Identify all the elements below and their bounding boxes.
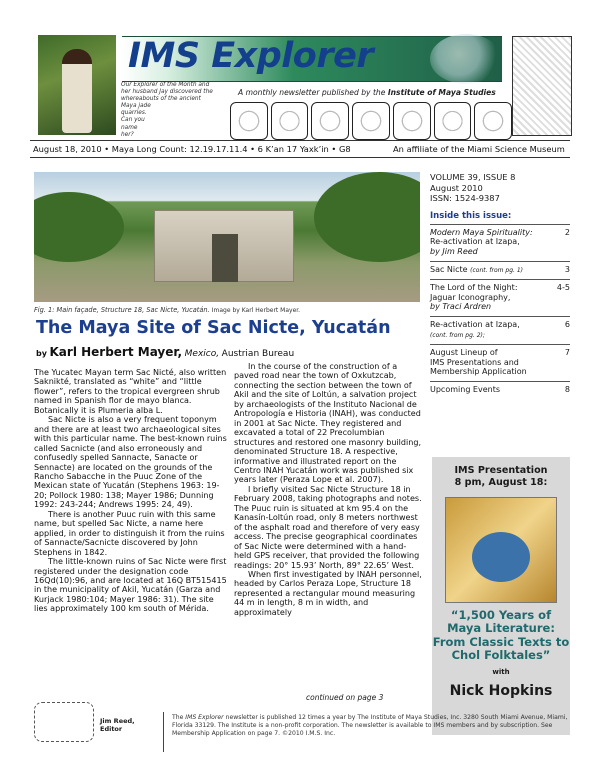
article-column-1 (34, 368, 227, 614)
sidebar (430, 172, 570, 399)
maya-glyph-icon (474, 102, 512, 140)
paragraph: I briefly visited Sac Nicte Structure 18 in February 2008, taking photographs and notes. The Puuc ruin is situated at km 95.4 on the Kanasín-Loltún road, only 8 meters northwest of the asphalt road and therefore of very easy access. The precise geographical coordinates of Sac Nicte were determined with a hand-held GPS receiver, that provided the following readings: 20° 15.93’ North, 89° 22.65’ West. (234, 484, 422, 570)
maya-figure-illustration (512, 36, 572, 136)
figure-caption: Fig. 1: Main façade, Structure 18, Sac Nicte, Yucatán. Image by Karl Herbert Mayer. (34, 306, 301, 314)
tagline: A monthly newsletter published by the Institute of Maya Studies (238, 88, 496, 97)
issue-info: VOLUME 39, ISSUE 8 August 2010 ISSN: 1524-9387 (430, 172, 516, 204)
paragraph: There is another Puuc ruin with this same name, but spelled Sac Nicte, a name here applied, in order to distinguish it from the ruins of Sannacte/Sacnicte discovered by John Stephens in 1842. (34, 509, 225, 557)
paragraph: In the course of the construction of a paved road near the town of Oxkutzcab, connecting the section between the town of Akil and the site of Loltún, a salvation project by archaeologists of the Instituto Nacional de Antropología e Historia (INAH), was conducted in 2001 at Sac Nicte. They registered and excavated a total of 22 Precolumbian structures and restored one masonry building, denominated Structure 18. A respective, informative and illustrated report on the Centro INAH Yucatán work was published six years later (Peraza Lope et al. 2007). (234, 362, 421, 485)
maya-glyph-row (230, 102, 512, 140)
divider (30, 157, 570, 158)
maya-glyph-icon (311, 102, 349, 140)
toc-item[interactable]: Modern Maya Spirituality: Re-activation at Izapa, by Jim Reed 2 (430, 224, 570, 261)
toc-heading: Inside this issue: (430, 210, 512, 221)
maya-glyph-icon (230, 102, 268, 140)
presentation-promo (432, 457, 570, 735)
paragraph: Sac Nicte is also a very frequent toponym and there are at least two archaeological sites with this particular name. The best-known ruins called Sacnicte (and also erroneously and confusedly spelled Sannacte, Sanacte or Sennacte) are located on the grounds of the Rancho Sabacche in the Puuc Zone of the Mexican state of Yucatán (Stephens 1963: 19-20; Pollock 1980: 138; Mayer 1986; Dunning 1992: 243-244; Andrews 1995: 24, 49). (34, 415, 227, 510)
divider (30, 140, 570, 141)
continued-link[interactable]: continued on page 3 (306, 693, 384, 702)
globe-graphic (430, 34, 502, 84)
toc-item[interactable]: Upcoming Events 8 (430, 381, 570, 399)
promo-heading: IMS Presentation 8 pm, August 18: (454, 465, 548, 488)
toc-item[interactable]: Re-activation at Izapa, (cont. from pg. 2); 6 (430, 316, 570, 344)
photo-caption: Our Explorer of the Month and her husband Jay discovered the whereabouts of the ancient Maya jade quarries. Can you name her? (121, 82, 213, 138)
footer-notice: The IMS Explorer newsletter is published 12 times a year by The Institute of Maya Studies, Inc. 3280 South Miami Avenue, Miami, Florida 33129. The Institute is a non-profit corporation. The newsletter is available to IMS members and by subscription. See Membership Application on page 7. ©2010 I.M.S. Inc. (172, 714, 568, 737)
toc-item[interactable]: Sac Nicte (cont. from pg. 1) 3 (430, 261, 570, 280)
maya-glyph-icon (352, 102, 390, 140)
toc-item[interactable]: August Lineup of IMS Presentations and Membership Application 7 (430, 344, 570, 381)
article-column-2 (234, 362, 422, 617)
maya-glyph-icon (393, 102, 431, 140)
newsletter-title: IMS Explorer (128, 36, 374, 76)
paragraph: The little-known ruins of Sac Nicte were first registered under the designation code 16Qd(10):96, and are located at 16Q BT515415 in the municipality of Akil, Yucatán (Garza and Kurjack 1980:104; Mayer 1986: 31). The site lies approximately 100 km south of Mérida. (34, 557, 227, 614)
paragraph: When first investigated by INAH personnel, headed by Carlos Peraza Lope, Structure 18 represented a rectangular mound measuring 44 m in length, 8 m in width, and approximately (234, 569, 422, 617)
dateline: August 18, 2010 • Maya Long Count: 12.19.17.11.4 • 6 K’an 17 Yaxk’in • G8 (33, 144, 351, 154)
editor-illustration (34, 702, 94, 742)
article-title: The Maya Site of Sac Nicte, Yucatán (36, 318, 391, 338)
promo-with: with (492, 668, 510, 676)
ruin-photo (34, 172, 420, 302)
byline: by Karl Herbert Mayer, Mexico, Austrian Bureau (36, 345, 295, 359)
divider (163, 712, 164, 752)
editor-credit: Jim Reed, Editor (100, 717, 135, 733)
maya-glyph-icon (271, 102, 309, 140)
explorer-of-month-photo (38, 35, 116, 135)
paragraph: The Yucatec Mayan term Sac Nicté, also written Saknikté, translated as “white” and “little flower”, refers to the tropical evergreen shrub named in Spanish flor de mayo blanca. Botanically it is Plumeria alba L. (34, 368, 227, 415)
affiliate-note: An affiliate of the Miami Science Museum (393, 144, 565, 154)
codex-image (445, 497, 557, 603)
promo-speaker: Nick Hopkins (449, 683, 553, 699)
promo-talk-title: “1,500 Years of Maya Literature: From Classic Texts to Chol Folktales” (432, 608, 570, 663)
maya-glyph-icon (434, 102, 472, 140)
toc-item[interactable]: The Lord of the Night: Jaguar Iconography, by Traci Ardren 4-5 (430, 279, 570, 316)
